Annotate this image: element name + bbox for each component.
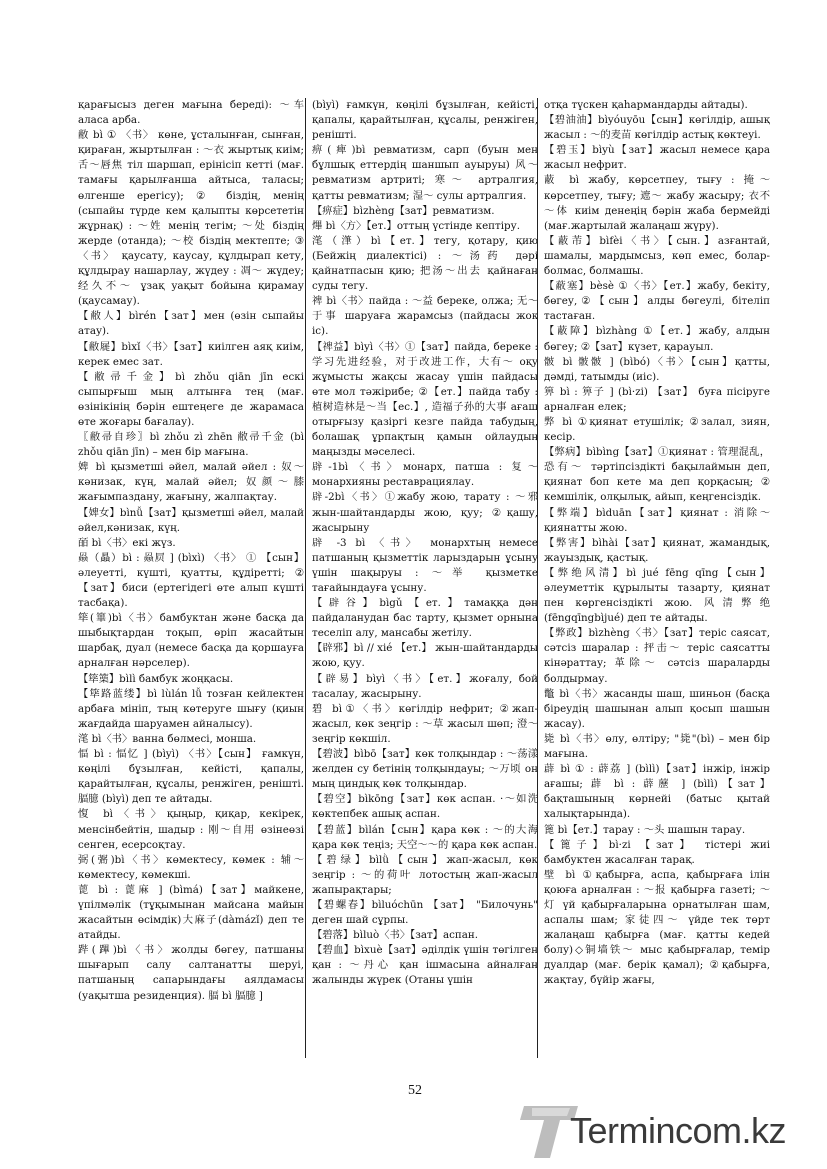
dictionary-entry: 赑（贔）bì : 赑屃 ] (bìxì) 〈书〉 ① 【сын】 әлеуетті, күшті, қуатты, құдіретті; ②【зат】биси (ертегідегі өте алып күшті тасбақа). xyxy=(78,551,304,610)
dictionary-entry: 【碧油油】bìyóuyōu【сын】көгілдір, ашық жасыл : ～的麦苗 көгілдір астық көктеуі. xyxy=(544,114,770,142)
dictionary-entry: 碧 bì①〈书〉көгілдір нефрит; ②жап-жасыл, көк зеңгір : ～草 жасыл шөп; 澄～ зеңгір көкшіл. xyxy=(312,702,538,745)
dictionary-entry: 【婢女】bìnǚ【зат】қызметші әйел, малай әйел,кәнизак, күң. xyxy=(78,506,304,534)
dictionary-entry: 弼(弻)bì〈书〉көмектесу, көмек : 辅～ көмектесу, көмекші. xyxy=(78,853,304,881)
dictionary-entry: 【蔽芾】bìfèi〈书〉【сын.】азғантай, шамалы, мардымсыз, көп емес, болар-болмас, болмашы. xyxy=(544,234,770,278)
dictionary-entry: 【痹症】bìzhèng【зат】ревматизм. xyxy=(312,204,495,217)
dictionary-entry: 【篦子】bì·zi 【зат】 тістері жиі бамбуктен жасалған тарақ. xyxy=(544,838,770,866)
dictionary-entry: 【筚篥】bìlì бамбук жоңқасы. xyxy=(78,672,234,685)
dictionary-entry: 愊 bì : 愊忆 ] (bìyì) 〈书〉【сын】 ғамкүн, көңілі бұзылған, кейісті, қапалы, қарайтылған, құсалы, ренжіген, реніштi. 腷臆 (bìyì) деп те айтады. xyxy=(78,748,304,806)
dictionary-entry: 【弊绝风清】bì jué fēng qīng【сын】әлеуметтік құрылыты тазарту, қиянат пен көргенсіздікті жою. 风清弊绝 (fēngqīngbìjué) деп те айтады. xyxy=(544,566,770,625)
dictionary-entry: 皕 bì〈书〉екі жүз. xyxy=(78,536,176,549)
dictionary-entry: 【碧蓝】bìlán【сын】қара көк : ～的大海 қара көк теңіз; 天空～～的 қара көк аспан. xyxy=(312,823,538,851)
dictionary-entry: 蓖 bì : 蓖麻 ] (bìmá)【зат】майкене, үпілмәлік (тұқымынан майсана майын жасайтын өсімдік)大麻子(dàmázǐ) деп те атайды. xyxy=(78,883,304,942)
dictionary-entry: 鼈 bì〈书〉жасанды шаш, шиньон (басқа біреудің шашынан алып қосып шашын жасау). xyxy=(544,687,770,730)
dictionary-entry: 【蔽障】bìzhàng ①【ет.】жабу, алдын бөгеу; ②【зат】күзет, қарауыл. xyxy=(544,325,770,353)
page-number: 52 xyxy=(408,1083,422,1098)
dictionary-entry: 【敝屣】bìxǐ〈书〉【зат】киілген аяқ киім, керек емес зат. xyxy=(78,340,304,368)
dictionary-entry: 【蔽塞】bèsè ①〈书〉【ет.】жабу, бекіту, бөгеу,②【сын】алды бөгеулі, бітеліп тастаған. xyxy=(544,280,770,323)
column-right xyxy=(544,98,770,1058)
dictionary-entry: (bìyì) ғамкүн, көңілі бұзылған, кейісті, қапалы, қарайтылған, құсалы, ренжіген, реніштi. xyxy=(312,99,538,142)
dictionary-entry: 【弊害】bìhài【зат】қиянат, жамандық, жауыздық, қастық. xyxy=(544,536,770,564)
dictionary-entry: 婢 bì қызметші әйел, малай әйел : 奴～ кәнизак, күң, малай әйел; 奴颜～膝 жағымпаздану, жағыну, жалпақтау. xyxy=(78,461,304,504)
dictionary-entry: 【碧空】bìkōng【зат】көк аспан. ·～如洗 көктепбек ашық аспан. xyxy=(312,793,538,821)
dictionary-entry: 【碧血】bìxuè【зат】әділдік үшін төгілген қан : ～丹心 қан ішмасына айналған жалынды жүрек (Отаны үшін xyxy=(312,944,538,987)
column-divider xyxy=(537,98,538,1058)
dictionary-entry: 弊 bì ①қиянат етушілік; ②залал, зиян, кесір. xyxy=(544,415,770,444)
dictionary-entry: 【敝帚千金】bì zhǒu qiān jīn ескі сыпырғыш мың алтынға тең (мағ. өзінікінің бәрін ештеңеге де жарамаса өте жоғары бағалау). xyxy=(78,370,304,428)
dictionary-entry: 【碧绿】bìlǜ【сын】жап-жасыл, көк зеңгір : ～的荷叶 лотостың жап-жасыл жапырақтары; xyxy=(312,853,538,896)
dictionary-entry: 【辟易】bìyì〈书〉【ет.】жоғалу, бой тасалау, жасырыну. xyxy=(312,672,538,700)
dictionary-entry: 滗（潷）bì【ет.】тегу, қотару, қию (Бейжің диалектісі) : ～汤药 дәрі қайнатпасын қию; 把汤～出去 қайнаған суды тегу. xyxy=(312,234,538,293)
dictionary-entry: 禆 bì〈书〉пайда : ～益 береке, олжа; 无～于事 шаруаға жарамсыз (пайдасы жоқ іс). xyxy=(312,295,538,338)
dictionary-entry: 篦 bì【ет.】тарау : ～头 шашын тарау. xyxy=(544,823,746,836)
dictionary-entry: 薜 bì ① : 薜荔 ] (bìlì)【зат】інжір, інжір ағашы; 薜 bì : 薜藶 ] (bìlì)【зат】бақташының көрнейі (батыс қытай халықтарында). xyxy=(544,763,770,821)
dictionary-entry: 【筚路蓝缕】bì lùlán lǚ тозған кейлектен арбаға мініп, тың көтеруге шығу (қиын жағдайда шаруамен айналысу). xyxy=(78,687,304,730)
dictionary-entry: 熚 bì〈方〉【ет.】оттың үстінде кептіру. xyxy=(312,219,520,232)
dictionary-entry: 【碧落】bìluò〈书〉【зат】аспан. xyxy=(312,929,479,942)
column-middle xyxy=(312,98,538,1058)
dictionary-entry: 蔽 bì жабу, көрсетпеу, тығу : 掩～ көрсетпеу, тығу; 遮～ жабу жасыру; 衣不～体 киім денеңің бәрін жаба бермейді (мағ.жартылай жалаңаш жүру). xyxy=(544,174,770,232)
dictionary-entry: 痹(痺)bì ревматизм, сарп (буын мен бұлшық еттердің шаншып ауыруы) 风～ ревматизм артриті; 寒～ артралгия, қатты ревматизм; 湿～ сулы артралгия. xyxy=(312,144,538,202)
dictionary-entry: 愎 bì〈书〉қыңыр, қиқар, кекірек, менсінбейтін, шадыр : 刚～自用 өзінеөзі сенген, есерсоқтау. xyxy=(78,808,304,851)
dictionary-entry: 辟-1bì〈书〉монарх, патша : 复～ монархияны реставрациялау. xyxy=(312,461,538,489)
dictionary-entry: 【禆益】bìyì〈书〉①【зат】пайда, береке : 学习先进经验，对于改进工作，大有～ оқу жұмысты жақсы жасау үшін пайдасы өте мол тәжірибе; ②【ет.】пайда табу : 植树造林是～当【ес.】, 造福子孙的大事 ағаш отырғызу қазіргі кезге пайда табудың, болашақ ұрпақтың қамын ойлаудың маңызды мәселесі. xyxy=(312,340,538,459)
dictionary-entry: 敝 bì ① 〈书〉 көне, ұсталынған, сынған, қираған, жыртылған : ～衣 жыртық киім; 舌～唇焦 тіл шаршап, ерінісіп кетті (мағ. тамағы қарылғанша айтыса, таласы; өлгенше ерегісу); ② біздің, менің (сыпайы түрде кем қалыпты көрсететін жұрнақ) : ～姓 менің тегім; ～处 біздің жерде (отанда); ～校 біздің мектепте; ③ 〈书〉 қаусату, каусау, құлдырап кету, құлдырау нашарлау, жүдеу : 凋～ жүдеу; 经久不～ ұзақ уақыт бойына қирамау (қаусамау). xyxy=(78,129,304,308)
dictionary-entry: 【碧螺春】bìluóchūn 【зат】 "Билочунь" деген шай сұрпы. xyxy=(312,898,538,927)
dictionary-entry: 〖敝帚自珍〗bì zhǒu zì zhēn 敝帚千金 (bì zhǒu qiān jīn) – мен бір мағына. xyxy=(78,431,304,459)
column-left xyxy=(78,98,304,1058)
site-logo xyxy=(520,1100,820,1162)
dictionary-entry: 【敝人】bìrén【зат】мен (өзін сыпайы атау). xyxy=(78,310,304,338)
dictionary-entry: 骳 bì 骳骳 ] (bìbó)〈书〉【сын】қатты, дәмді, татымды (иіс). xyxy=(544,355,770,383)
logo-text: Termincom.kz xyxy=(570,1110,787,1151)
dictionary-entry: 箅 bì : 箅子 ] (bì·zi) 【зат】 буға пісіруге арналған елек; xyxy=(544,385,770,413)
dictionary-entry: отқа түскен қаһармандарды айтады). xyxy=(544,99,748,111)
dictionary-entry: 毙 bì〈书〉өлу, өлтіру; "毙"(bì) – мен бір мағына. xyxy=(544,732,770,761)
dictionary-entry: 辟-2bì〈书〉①жабу жою, тарату : ～邪 жын-шайтандарды жою, қуу; ②қашу, жасырыну xyxy=(312,491,538,534)
dictionary-entry: 滗 bì〈书〉ванна бөлмесі, монша. xyxy=(78,732,257,745)
dictionary-entry: қарағысыз деген мағына береді): ～车 алаcа арба. xyxy=(78,99,304,127)
dictionary-entry: 【碧波】bìbō【зат】көк толқындар : ～荡漾 желден су бетінің толқындауы; ～万顷 он мың циндық көк толқындар. xyxy=(312,748,538,791)
dictionary-entry: 【弊政】bìzhèng〈书〉【зат】теріс саясат, сәтсіз шаралар : 抨击～ теріс саясатты кінәраттау; 革除～ сәтсіз шараларды болдырмау. xyxy=(544,627,770,685)
dictionary-entry: 跸(蹕)bì〈书〉жолды бөгеу, патшаны шығарып салу салтанатты шеруі, патшаның сапарындағы аялдамасы (уақытша резиденция). 腷 bì 腷臆 ] xyxy=(78,944,304,1002)
dictionary-entry: 【弊端】bìduān【зат】қиянат : 消除～ қиянатты жою. xyxy=(544,506,770,534)
dictionary-entry: 【弊病】bìbìng【зат】①қиянат : 管理混乱，恐有～ тәртіпсіздікті бақылаймын деп, қиянат боп кете ма деп қорқасың; ② кемшілік, олқылық, айып, кеңгенсіздік. xyxy=(544,446,770,504)
dictionary-entry: 【辟谷】bìgǔ【ет.】тамаққа дән пайдаланудан бас тарту, қызмет орнына теселіп алу, мансабы жетілу. xyxy=(312,597,538,640)
dictionary-entry: 【辟邪】bì // xié 【ет.】 жын-шайтандарды жою, қуу. xyxy=(312,642,538,670)
column-divider xyxy=(305,98,306,1058)
dictionary-entry: 辟 -3 bì 〈书〉 монархтың немесе патшаның қызметтік ларыздарын ұсыну үшін шақыруы : ～举 қызметке тағайындауға ұсыну. xyxy=(312,536,538,594)
dictionary-entry: 【碧玉】bìyù【зат】жасыл немесе қара жасыл нефрит. xyxy=(544,144,770,172)
dictionary-entry: 壁 bì ①қабырға, аспа, қабырғаға ілін қоюға арналған : ～报 қабырға газеті; ～灯 үй қабырғаларына орнатылған шам, аспалы шам; 家徒四～ үйде тек төрт жалаңаш қабырға (мағ. қатты кедей болу)◇铜墙铁～ мыс қабырғалар, темір дуалдар (мағ. берік қамал); ②қабырға, жақтау, бүйір жағы, xyxy=(544,868,770,987)
dictionary-entry: 筚(篳)bì〈书〉бамбуктан және басқа да шыбықтардан тоқып, өріп жасайтын шарбақ, дуал (немесе басқа да қоршауға арналған нәрселер). xyxy=(78,612,304,670)
